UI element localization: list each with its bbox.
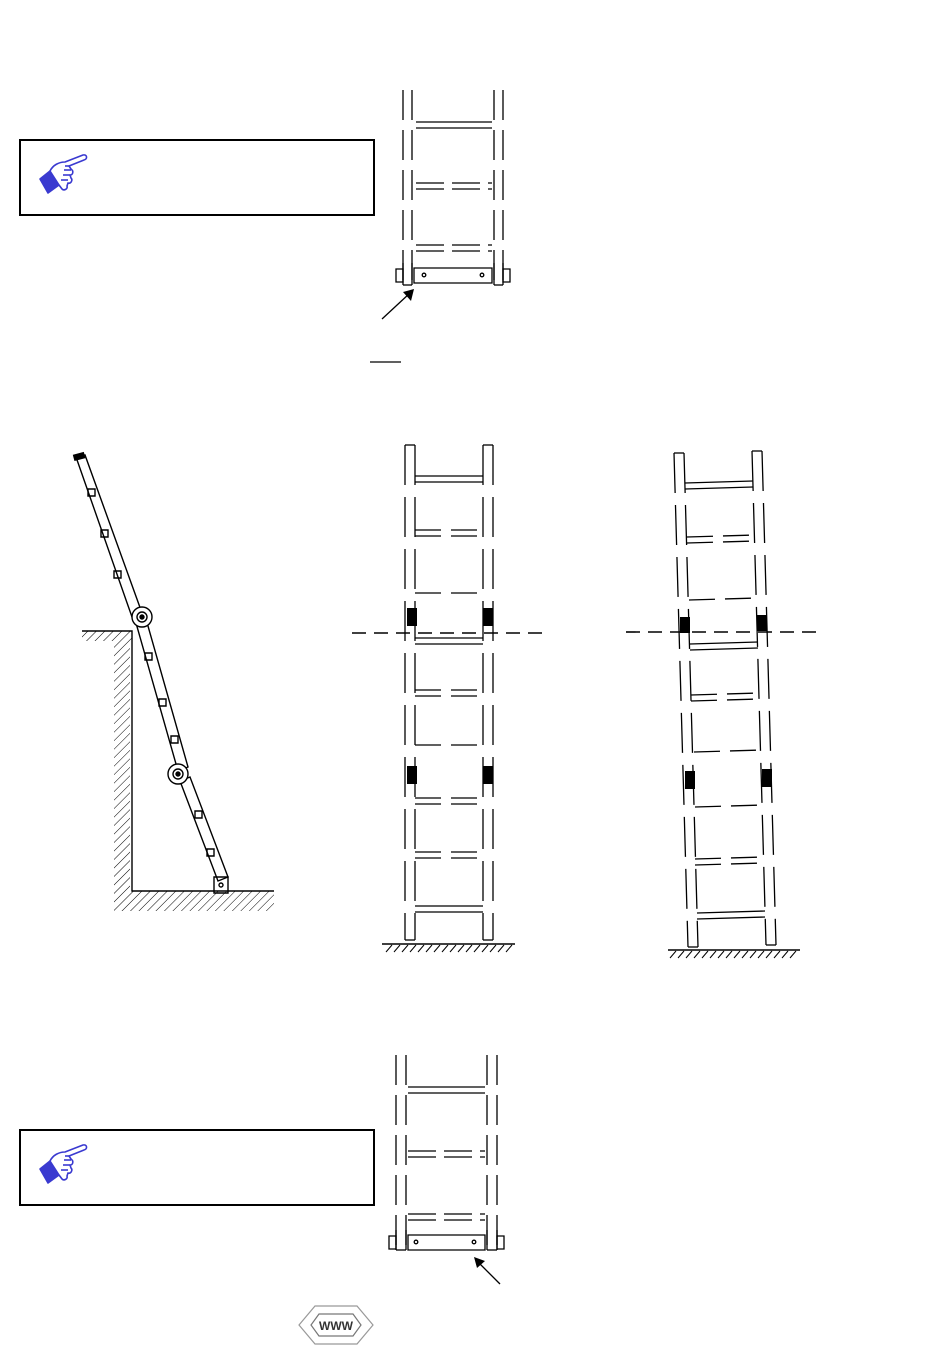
brand-logo bbox=[297, 1302, 375, 1348]
ladder-foot-detail-bottom bbox=[370, 1050, 530, 1295]
ladder-straight-front-view bbox=[350, 440, 550, 960]
logo-text: WWW bbox=[319, 1319, 353, 1333]
note-box-top bbox=[19, 139, 375, 216]
ladder-foot-detail-top bbox=[370, 85, 530, 385]
note-box-bottom bbox=[19, 1129, 375, 1206]
ladder-against-wall bbox=[70, 445, 285, 920]
ladder-tilted-front-view bbox=[620, 445, 830, 965]
pointing-hand-icon bbox=[37, 1139, 89, 1185]
pointing-hand-icon bbox=[37, 149, 89, 195]
